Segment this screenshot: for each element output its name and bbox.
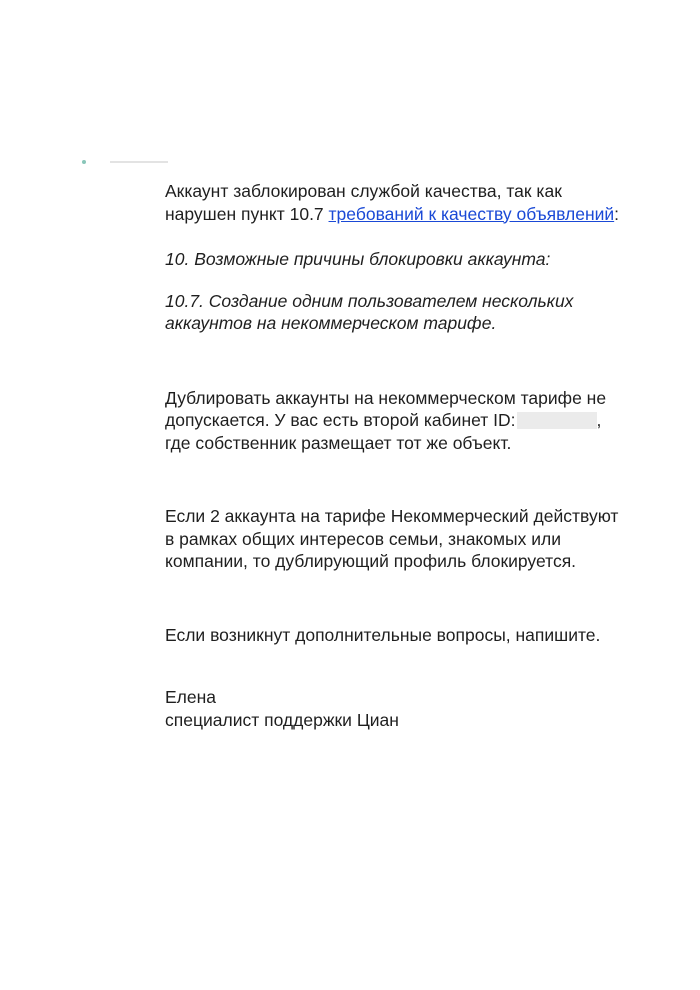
header-dot-mark bbox=[82, 160, 86, 164]
duplicate-text-start: Дублировать аккаунты на некоммерческом тарифе не допускается. У вас есть второй кабинет ID: bbox=[165, 387, 607, 430]
quote-item: 10.7. Создание одним пользователем нескольких аккаунтов на некоммерческом тарифе. bbox=[165, 290, 574, 333]
intro-text: Аккаунт заблокирован службой качества, так как нарушен пункт 10.7 bbox=[165, 181, 562, 224]
duplicate-text-end: , где собственник размещает тот же объект. bbox=[165, 410, 602, 453]
duplicate-paragraph bbox=[165, 387, 625, 455]
intro-paragraph bbox=[165, 180, 625, 225]
quote-heading: 10. Возможные причины блокировки аккаунта: bbox=[165, 249, 551, 269]
quality-requirements-link[interactable]: требований к качеству объявлений bbox=[328, 203, 615, 224]
header-remnant bbox=[82, 160, 172, 164]
questions-paragraph: Если возникнут дополнительные вопросы, напишите. bbox=[165, 624, 601, 645]
signature-name: Елена bbox=[165, 687, 217, 707]
header-faint-line bbox=[110, 161, 168, 163]
signature-title: специалист поддержки Циан bbox=[165, 709, 399, 730]
redacted-account-id bbox=[517, 412, 597, 429]
intro-colon: : bbox=[614, 203, 620, 224]
family-paragraph: Если 2 аккаунта на тарифе Некоммерческий действуют в рамках общих интересов семьи, знакомых или компании, то дублирующий профиль блокируется. bbox=[165, 506, 619, 571]
support-letter bbox=[165, 180, 625, 731]
